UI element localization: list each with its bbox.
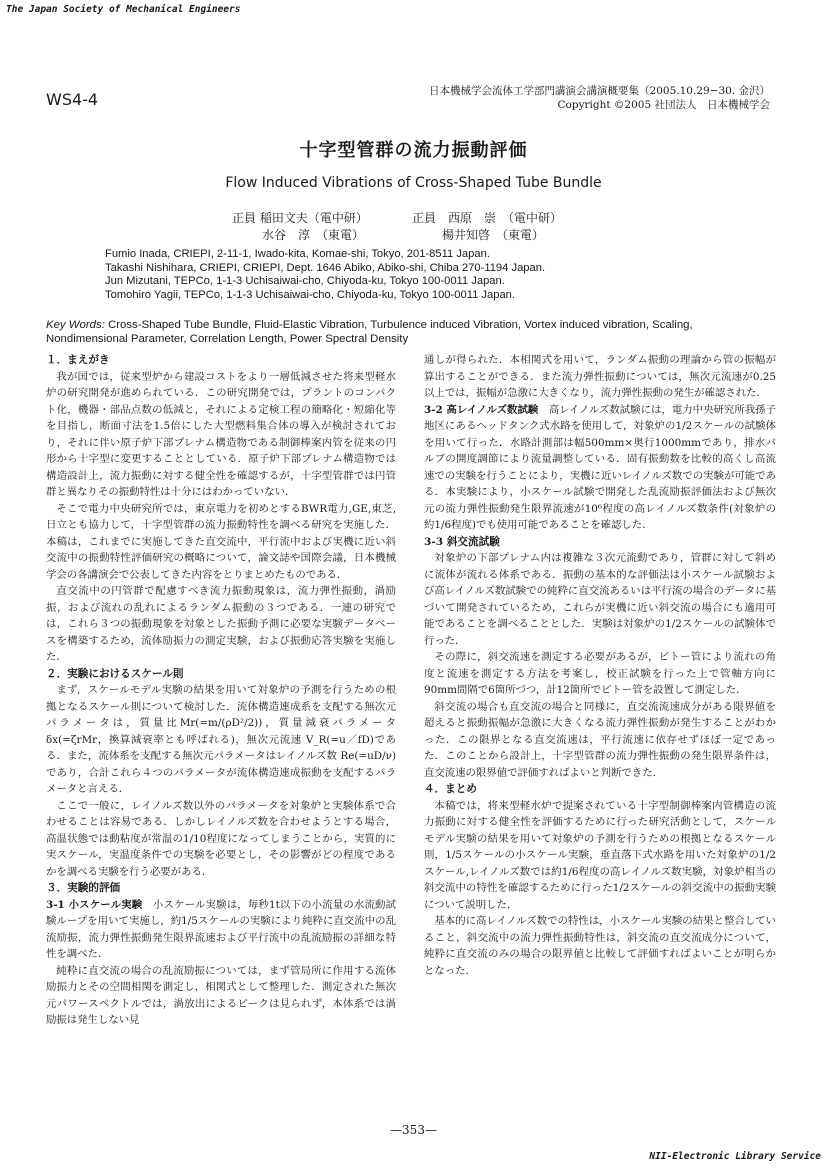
- section-heading: １．まえがき: [46, 354, 110, 366]
- subsection-heading: 3-1 小スケール実験: [46, 898, 143, 911]
- paragraph-text: 高レイノルズ数試験には，電力中央研究所我孫子地区にあるヘッドタンク式水路を使用して，対象炉の1/2スケールの試験体を用いて行った．水路計測部は幅500mm×奥行1000mmであり，排水バルブの開度調節により流量調整している．固有振動数を比較的高くし高流速での実験を行うことにより，実機に近いレイノルズ数での実験が可能である．本実験により，小スケール試験で開発した乱流励振評価法および無次元の流力弾性振動発生限界流速が10⁶程度の高レイノルズ数条件(対象炉の約1/6程度)でも使用可能であることを確認した．: [424, 403, 776, 531]
- paragraph: 我が国では，従来型炉から建設コストをより一層低減させた将来型軽水炉の研究開発が進められている．この研究開発では，プラントのコンパクト化，機器・部品点数の低減と，それによる定検工程の簡略化・短縮化等を目指し，断面寸法を1.5倍にした大型燃料集合体の導入が検討されており，それに伴い原子炉下部プレナム構造物である制御棒案内管を従来の円形から十字型に変更することとしている．原子炉下部プレナム構造物では構造設計上，流力振動に対する健全性を確認するが，十字型管群では円管群と異なりその振動特性は十分にはわかっていない．: [46, 370, 396, 498]
- paragraph: 基本的に高レイノルズ数での特性は，小スケール実験の結果と整合していること，斜交流中の流力弾性振動特性は，斜交流の直交流成分について，純粋に直交流のみの場合の限界値と比較して評価すればよいことが明らかとなった．: [424, 915, 776, 977]
- paragraph-with-subheading: [424, 402, 776, 534]
- paragraph: そこで電力中央研究所では，東京電力を初めとするBWR電力,GE,東芝,日立とも協力して，十字型管群の流力振動特性を調べる研究を実施した．本稿は，これまでに実施してきた直交流中，平行流中および実機に近い斜交流中の振動特性評価研究の概略について，論文誌や国際会議，日本機械学会の各講演会で公表してきた内容をとりまとめたものである．: [46, 502, 396, 581]
- subsection-heading: 3-3 斜交流試験: [424, 535, 500, 548]
- paragraph: 斜交流の場合も直交流の場合と同様に，直交流流速成分がある限界値を超えると振動振幅が急激に大きくなる流力弾性振動が発生することがわかった．この限界となる直交流速は，平行流速に依存せずほぼ一定であった．このことから設計上，十字型管群の流力弾性振動の発生限界条件は，直交流速の限界値で評価すればよいと判断できた．: [424, 700, 776, 779]
- session-id: WS4-4: [46, 90, 99, 109]
- keywords-label: Key Words:: [46, 319, 109, 331]
- paragraph: 純粋に直交流の場合の乱流励振については，まず管局所に作用する流体励振力とその空間相関を測定し，相関式として整理した．測定された無次元パワースペクトルでは，渦放出によるピークは見られず，本体系では渦励振は発生しない見: [46, 964, 396, 1026]
- paper-title-ja: 十字型管群の流力振動評価: [299, 140, 528, 161]
- affiliation-line: Jun Mizutani, TEPCo, 1-1-3 Uchisaiwai-cho, Chiyoda-ku, Tokyo 100-0011 Japan.: [105, 275, 505, 288]
- text-column-left: [46, 352, 396, 1029]
- library-footer: NII-Electronic Library Service: [649, 1151, 821, 1162]
- paragraph: 対象炉の下部プレナム内は複雑な３次元流動であり，管群に対して斜めに流体が流れる体系である．振動の基本的な評価法は小スケール試験および高レイノルズ数試験での純粋に直交流あるいは平行流の場合のデータに基づいて開発されているため，これらが実機に近い斜交流の場合にも適用可能であることを調べることとした．実験は対象炉の1/2スケールの試験体で行った．: [424, 552, 776, 647]
- author-2: 正員 西原 崇 （電中研）: [412, 211, 563, 225]
- paragraph: ここで一般に，レイノルズ数以外のパラメータを対象炉と実験体系で合わせることは容易である．しかしレイノルズ数を合わせようとする場合，高温状態では動粘度が常温の1/10程度になってしまうことから，実質的に実スケール，実温度条件での実験を必要とし，その影響がどの程度であるかを調べる実験を行う必要がある．: [46, 799, 396, 878]
- society-header: The Japan Society of Mechanical Engineers: [6, 4, 241, 15]
- section-heading: ２．実験におけるスケール則: [46, 667, 184, 680]
- subsection-heading: 3-2 高レイノルズ数試験: [424, 403, 539, 416]
- affiliation-line: Tomohiro Yagii, TEPCo, 1-1-3 Uchisaiwai-cho, Chiyoda-ku, Tokyo 100-0011 Japan.: [105, 288, 516, 301]
- conference-info: [429, 84, 770, 112]
- paragraph-text: 小スケール実験は，毎秒1t以下の小流量の水流動試験ループを用いて実施し，約1/5スケールの実験により純粋に直交流中の乱流励振，流力弾性振動発生限界流速および平行流中の乱流励振の詳細な特性を調べた．: [46, 898, 397, 960]
- paper-title-en: Flow Induced Vibrations of Cross-Shaped Tube Bundle: [225, 175, 602, 191]
- author-block: [232, 210, 562, 244]
- affiliations: [105, 248, 545, 302]
- keywords-text: Cross-Shaped Tube Bundle, Fluid-Elastic Vibration, Turbulence induced Vibration, Vortex induced vibration, Scaling, Nondimensional Parameter, Correlation Length, Power Spectral Density: [46, 319, 693, 345]
- affiliation-line: Takashi Nishihara, CRIEPI, CRIEPI, Dept. 1646 Abiko, Abiko-shi, Chiba 270-1194 Japan.: [105, 261, 546, 274]
- text-column-right: [424, 352, 776, 979]
- conference-line-1: 日本機械学会流体工学部門講演会講演概要集（2005.10.29−30. 金沢）: [429, 85, 770, 97]
- paragraph: その際に，斜交流速を測定する必要があるが，ピトー管により流れの角度と流速を測定する方法を考案し，校正試験を行った上で管軸方向に90mm間隔で6箇所づつ，計12箇所でピトー管を設置して測定した．: [424, 651, 776, 696]
- affiliation-line: Fumio Inada, CRIEPI, 2-11-1, Iwado-kita, Komae-shi, Tokyo, 201-8511 Japan.: [105, 248, 490, 260]
- author-4: 楊井知啓 （東電）: [442, 228, 545, 242]
- paragraph: まず，スケールモデル実験の結果を用いて対象炉の予測を行うための根拠となるスケール則について検討した．流体構造連成系を支配する無次元パラメータは，質量比Mr(=m/(ρD²/2))，質量減衰パラメータδx(=ζrMr，換算減衰率とも呼ばれる)，無次元流速 V_R(=u／fD)である．また，流体系を支配する無次元パラメータはレイノルズ数 Re(=uD/ν)であり，合計これら４つのパラメータが流体構造連成振動を支配するパラメータと言える．: [46, 684, 396, 795]
- page-number: —353—: [390, 1123, 437, 1137]
- author-1: 正員 稲田文夫（電中研）: [232, 211, 368, 225]
- keywords: [46, 318, 776, 346]
- section-heading: ４．まとめ: [424, 783, 477, 795]
- paragraph: 本稿では，将来型軽水炉で提案されている十字型制御棒案内管構造の流力振動に対する健全性を評価するために行った研究活動として，スケールモデル実験の結果を用いて対象炉の予測を行うための根拠となるスケール則，1/5スケールの小スケール実験，垂直落下式水路を用いた対象炉の1/2スケール,レイノルズ数では約1/6程度の高レイノルズ数実験，対象炉相当の斜交流中の特性を確認するために行った1/2スケールの斜交流中の振動実験について説明した．: [424, 799, 776, 911]
- paragraph: 通しが得られた．本相関式を用いて，ランダム振動の理論から管の振幅が算出することができる．また流力弾性振動については，無次元流速が0.25以上では，振幅が急激に大きくなり，流力弾性振動の発生が確認された．: [424, 354, 776, 399]
- section-heading: ３．実験的評価: [46, 882, 121, 894]
- paragraph: 直交流中の円管群で配慮すべき流力振動現象は，流力弾性振動，渦励振，および流れの乱れによるランダム振動の３つである．一連の研究では，これら３つの振動現象を対象とした振動予測に必要な実験データベースを構築するため，流体励振力の測定実験，および振動応答実験を実施した．: [46, 585, 396, 663]
- author-3: 水谷 淳 （東電）: [262, 228, 365, 242]
- conference-line-2: Copyright ©2005 社団法人 日本機械学会: [557, 99, 770, 111]
- paragraph-with-subheading: [46, 897, 396, 963]
